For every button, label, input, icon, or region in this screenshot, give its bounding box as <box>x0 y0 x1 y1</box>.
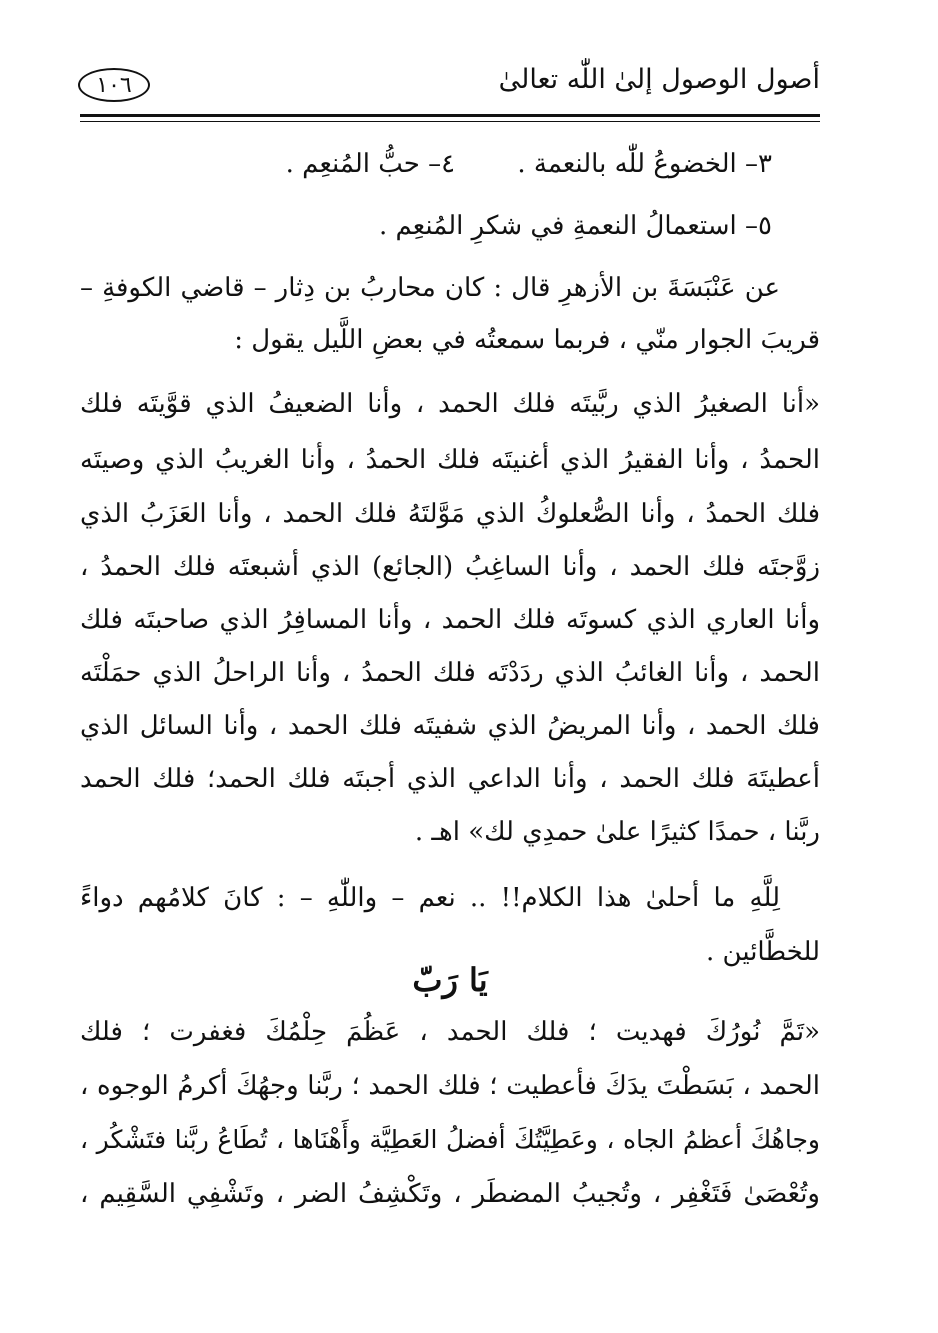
para2-line-3: فلك الحمدُ ، وأنا الصُّعلوكُ الذي مَوَّلتَهُ فلك الحمد ، وأنا العَزَبُ الذي <box>80 499 820 529</box>
list-row-3-4 <box>80 144 820 184</box>
para2-line-1: «أنا الصغيرُ الذي ربَّيتَه فلك الحمد ، وأنا الضعيفُ الذي قوَّيتَه فلك <box>80 389 821 419</box>
list-item-5: ٥– استعمالُ النعمةِ في شكرِ المُنعِم . <box>378 211 772 241</box>
para2-line-2: الحمدُ ، وأنا الفقيرُ الذي أغنيتَه فلك الحمدُ ، وأنا الغريبُ الذي وصيتَه <box>80 445 820 475</box>
header-rule-thin <box>80 121 820 122</box>
para2-line-7: فلك الحمد ، وأنا المريضُ الذي شفيتَه فلك الحمد ، وأنا السائل الذي <box>80 711 820 741</box>
list-item-4: ٤– حبُّ المُنعِم . <box>285 149 456 179</box>
para4-line-2: الحمد ، بَسَطْتَ يدَكَ فأعطيت ؛ فلك الحمد ؛ ربَّنا وجهُكَ أكرمُ الوجوه ، <box>80 1071 820 1101</box>
para2-line-4: زوَّجتَه فلك الحمد ، وأنا الساغِبُ (الجائع) الذي أشبعتَه فلك الحمدُ ، <box>80 552 820 582</box>
para3-line-2: للخطَّائين . <box>706 937 820 967</box>
para4-line-3: وجاهُكَ أعظمُ الجاه ، وعَطِيَّتُكَ أفضلُ العَطِيَّة وأَهْنَاها ، تُطَاعُ ربَّنا فتَشْكُر ، <box>80 1125 820 1154</box>
list-item-3: ٣– الخضوعُ للّٰه بالنعمة . <box>517 149 772 179</box>
section-heading: يَا رَبّ <box>412 961 488 999</box>
page-number: ١٠٦ <box>78 68 150 102</box>
header-rule-thick <box>80 114 820 117</box>
para2-line-5: وأنا العاري الذي كسوتَه فلك الحمد ، وأنا المسافِرُ الذي صاحبتَه فلك <box>80 605 820 635</box>
list-row-5 <box>80 206 820 246</box>
para3-line-1: لِلَّهِ ما أحلىٰ هذا الكلام!! .. نعم – واللّٰهِ – : كانَ كلامُهم دواءً <box>80 883 780 913</box>
para2-line-6: الحمد ، وأنا الغائبُ الذي ردَدْتَه فلك الحمدُ ، وأنا الراحلُ الذي حمَلْتَه <box>80 658 820 688</box>
para2-line-9: ربَّنا ، حمدًا كثيرًا علىٰ حمدِي لك» اهـ . <box>414 817 820 847</box>
para1-line-2: قريبَ الجوار منّي ، فربما سمعتُه في بعضِ اللَّيل يقول : <box>234 325 820 355</box>
para2-line-8: أعطيتَهَ فلك الحمد ، وأنا الداعي الذي أجبتَه فلك الحمد؛ فلك الحمد <box>80 764 820 794</box>
header-title: أصول الوصول إلىٰ اللّٰه تعالىٰ <box>498 64 820 95</box>
para4-line-1: «تَمَّ نُورُكَ فهديت ؛ فلك الحمد ، عَظُمَ حِلْمُكَ فغفرت ؛ فلك <box>80 1017 820 1047</box>
para4-line-4: وتُعْصَىٰ فَتَغْفِر ، وتُجيبُ المضطَر ، وتَكْشِفُ الضر ، وتَشْفِي السَّقِيم ، <box>80 1179 820 1209</box>
running-header <box>78 58 820 108</box>
para1-line-1: عن عَنْبَسَةَ بن الأزهرِ قال : كان محاربُ بن دِثار – قاضي الكوفةِ – <box>80 273 780 303</box>
